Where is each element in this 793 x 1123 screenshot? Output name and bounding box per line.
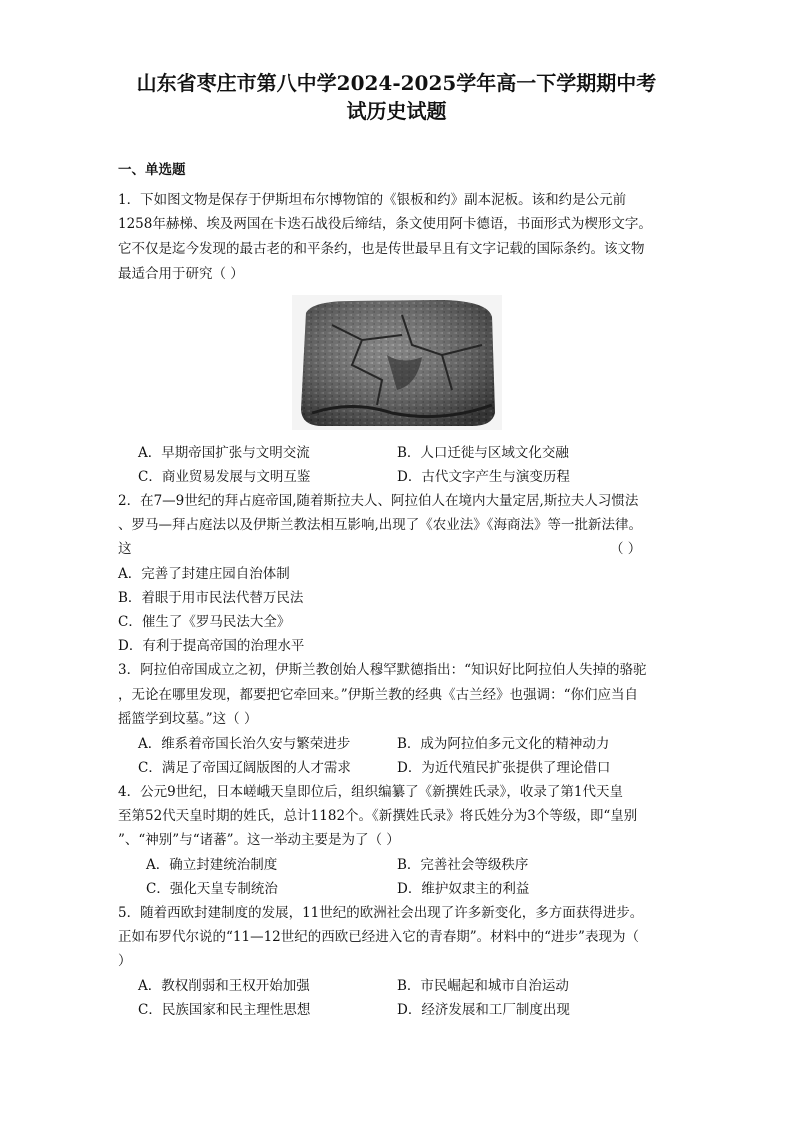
page-title-line-1: 山东省枣庄市第八中学2024-2025学年高一下学期期中考 [136, 71, 657, 95]
section-heading: 一、单选题 [118, 162, 186, 178]
question-1-line: 1258年赫梯、埃及两国在卡迭石战役后缔结，条文使用阿卡德语，书面形式为楔形文字。 [118, 216, 652, 232]
q4-option-d: D．维护奴隶主的利益 [397, 881, 530, 897]
question-5-line: ） [118, 953, 132, 969]
question-1-line: 它不仅是迄今发现的最古老的和平条约，也是传世最早且有文字记载的国际条约。该文物 [118, 241, 645, 257]
q5-option-b: B．市民崛起和城市自治运动 [397, 978, 569, 994]
q1-option-a: A．早期帝国扩张与文明交流 [138, 445, 310, 461]
q1-option-b: B．人口迁徙与区域文化交融 [397, 445, 569, 461]
question-3-line: 摇篮学到坟墓。”这（ ） [118, 711, 258, 727]
question-5-line: 5．随着西欧封建制度的发展，11世纪的欧洲社会出现了许多新变化，多方面获得进步。 [118, 905, 644, 921]
page-title-line-2: 试历史试题 [346, 99, 447, 123]
q2-option-d: D．有利于提高帝国的治理水平 [118, 638, 305, 654]
q3-option-b: B．成为阿拉伯多元文化的精神动力 [397, 736, 610, 752]
q5-option-a: A．教权削弱和王权开始加强 [138, 978, 310, 994]
q5-option-c: C．民族国家和民主理性思想 [138, 1002, 311, 1018]
question-3-line: 3．阿拉伯帝国成立之初，伊斯兰教创始人穆罕默德指出：“知识好比阿拉伯人失掉的骆驼 [118, 662, 647, 678]
answer-parentheses: （ ） [610, 541, 642, 557]
question-1-line: 最适合用于研究（ ） [118, 266, 244, 282]
q1-option-c: C．商业贸易发展与文明互鉴 [138, 469, 311, 485]
q4-option-b: B．完善社会等级秩序 [397, 857, 529, 873]
question-1-line: 1．下如图文物是保存于伊斯坦布尔博物馆的《银板和约》副本泥板。该和约是公元前 [118, 192, 627, 208]
q1-option-d: D．古代文字产生与演变历程 [397, 469, 570, 485]
question-2-line: 这 [118, 541, 132, 557]
q5-option-d: D．经济发展和工厂制度出现 [397, 1002, 570, 1018]
question-5-line: 正如布罗代尔说的“11—12世纪的西欧已经进入它的青春期”。材料中的“进步”表现为（ [118, 929, 639, 945]
q4-option-a: A．确立封建统治制度 [146, 857, 278, 873]
question-3-line: ，无论在哪里发现，都要把它牵回来。”伊斯兰教的经典《古兰经》也强调：“你们应当自 [118, 687, 639, 703]
q3-option-a: A．维系着帝国长治久安与繁荣进步 [138, 736, 351, 752]
q3-option-d: D．为近代殖民扩张提供了理论借口 [397, 760, 611, 776]
q2-option-c: C．催生了《罗马民法大全》 [118, 614, 291, 630]
question-2-line: 、罗马—拜占庭法以及伊斯兰教法相互影响,出现了《农业法》《海商法》等一批新法律。 [118, 517, 643, 533]
question-4-line: ”、“神别”与“诸蕃”。这一举动主要是为了（ ） [118, 832, 400, 848]
question-4-line: 至第52代天皇时期的姓氏，总计1182个。《新撰姓氏录》将氏姓分为3个等级，即“皇别 [118, 808, 638, 824]
question-4-line: 4．公元9世纪，日本嵯峨天皇即位后，组织编纂了《新撰姓氏录》，收录了第1代天皇 [118, 784, 624, 800]
q2-option-a: A．完善了封建庄园自治体制 [118, 566, 290, 582]
clay-tablet-image [292, 295, 502, 430]
q2-option-b: B．着眼于用市民法代替万民法 [118, 590, 304, 606]
q3-option-c: C．满足了帝国辽阔版图的人才需求 [138, 760, 351, 776]
question-2-line: 2．在7—9世纪的拜占庭帝国,随着斯拉夫人、阿拉伯人在境内大量定居,斯拉夫人习惯法 [118, 493, 639, 509]
q4-option-c: C．强化天皇专制统治 [146, 881, 278, 897]
